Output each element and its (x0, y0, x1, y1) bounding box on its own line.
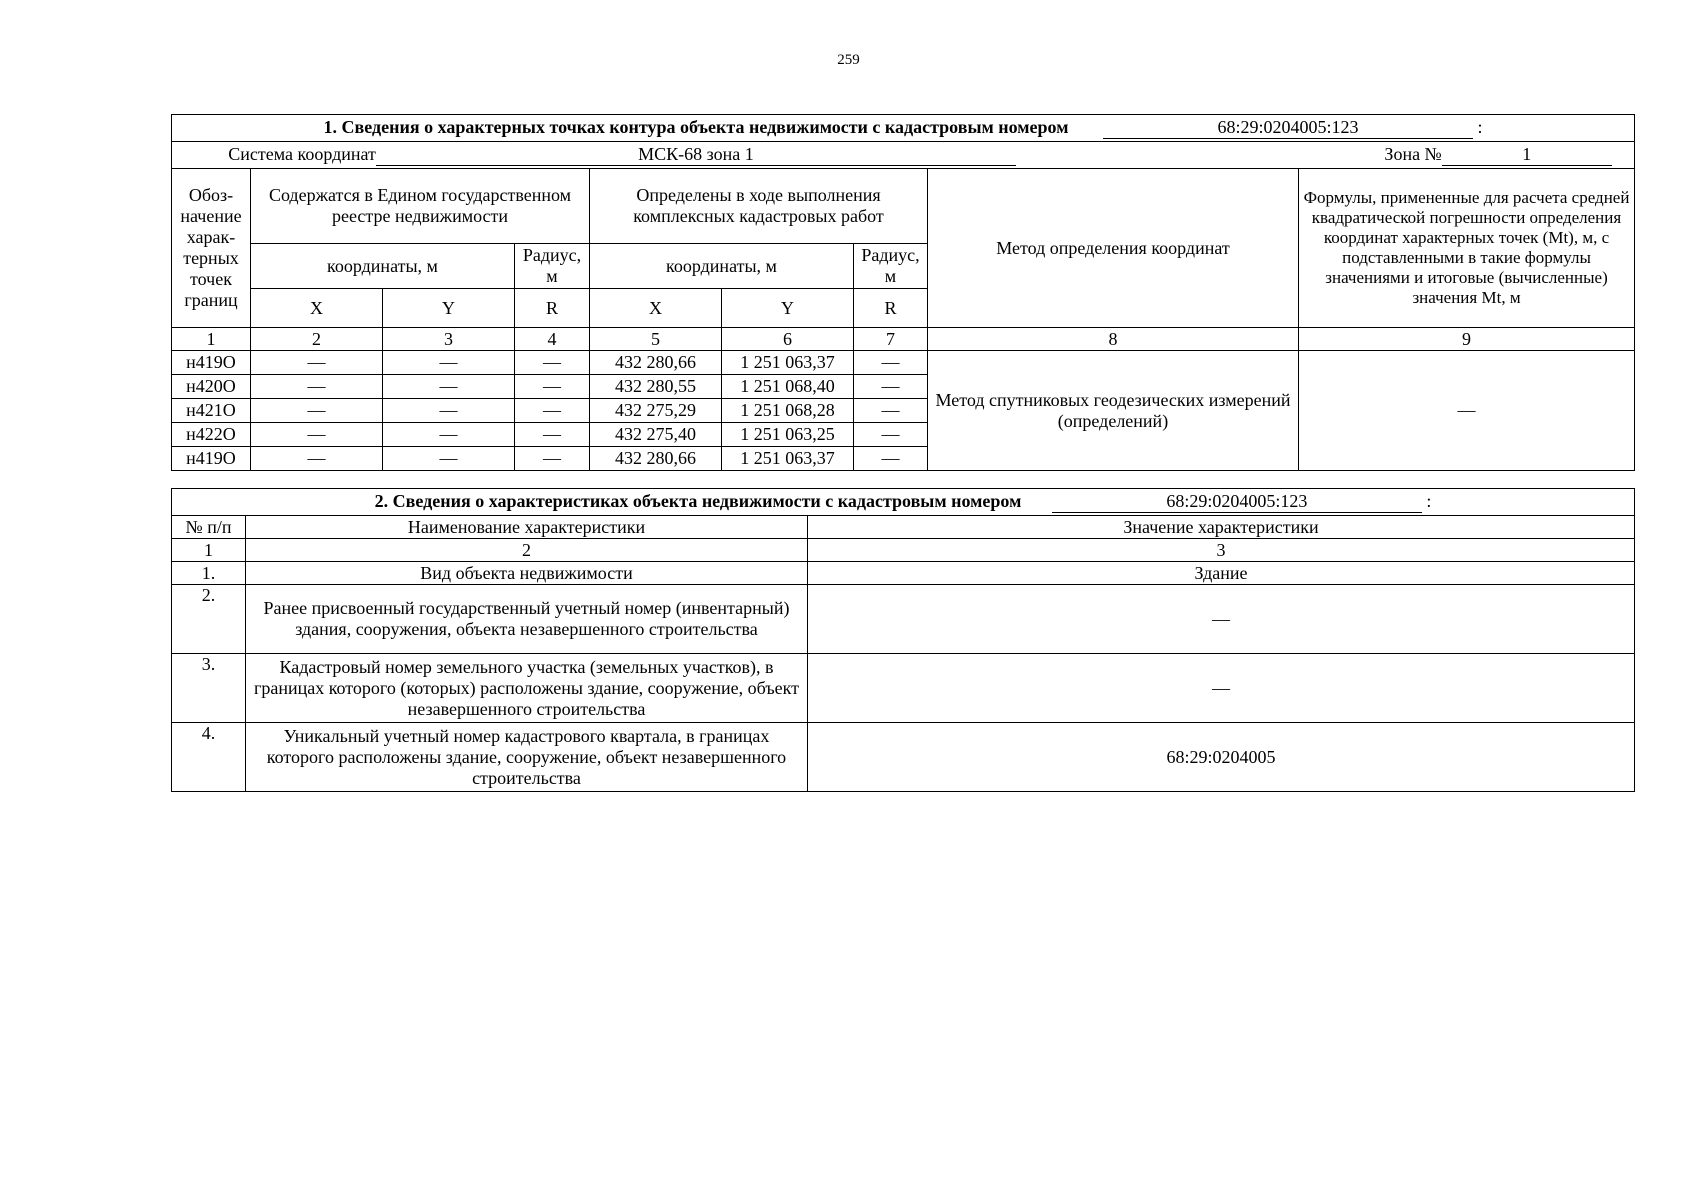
egrn-x: — (251, 423, 383, 447)
table-row (172, 654, 1635, 723)
header-formulas: Формулы, примененные для расчета средней квадратической погрешности определения координат характерных точек (Mt), м, с подставленными в такие формулы значениями и итоговые (вычисленные) значения Mt, м (1299, 169, 1635, 328)
egrn-r: — (515, 447, 590, 471)
col-number: 2 (246, 539, 808, 562)
header-works-y: Y (722, 289, 854, 328)
coord-x: 432 275,40 (590, 423, 722, 447)
egrn-x: — (251, 447, 383, 471)
header-works-coords: координаты, м (590, 244, 854, 289)
boundary-points-table (171, 114, 1635, 471)
radius: — (854, 423, 928, 447)
radius: — (854, 447, 928, 471)
egrn-r: — (515, 375, 590, 399)
header-works-r: R (854, 289, 928, 328)
table-row (172, 723, 1635, 792)
col-number: 2 (251, 328, 383, 351)
formula-value: — (1299, 351, 1635, 471)
table-row (172, 351, 1635, 375)
header-egrn-group: Содержатся в Едином государственном реестре недвижимости (251, 169, 590, 244)
point-designation: н422О (172, 423, 251, 447)
header-egrn-r: R (515, 289, 590, 328)
col-number: 3 (808, 539, 1635, 562)
characteristic-name: Уникальный учетный номер кадастрового квартала, в границах которого расположены здание, сооружение, объект незавершенного строительства (246, 723, 808, 792)
col-number: 6 (722, 328, 854, 351)
col-number: 1 (172, 328, 251, 351)
header-designation: Обоз-начение харак-терных точек границ (172, 169, 251, 328)
page-number: 259 (837, 52, 860, 68)
col-number: 4 (515, 328, 590, 351)
coord-y: 1 251 068,40 (722, 375, 854, 399)
coord-x: 432 280,55 (590, 375, 722, 399)
egrn-x: — (251, 399, 383, 423)
section1-title: 1. Сведения о характерных точках контура объекта недвижимости с кадастровым номером (323, 117, 1069, 137)
characteristic-value: Здание (808, 562, 1635, 585)
header-egrn-radius: Радиус, м (515, 244, 590, 289)
characteristics-table (171, 488, 1635, 792)
col-number: 8 (928, 328, 1299, 351)
coord-x: 432 280,66 (590, 351, 722, 375)
egrn-x: — (251, 351, 383, 375)
coord-system-value: МСК-68 зона 1 (376, 144, 1016, 166)
radius: — (854, 399, 928, 423)
egrn-r: — (515, 423, 590, 447)
egrn-r: — (515, 351, 590, 375)
section2-title-row (172, 489, 1635, 516)
col-number: 5 (590, 328, 722, 351)
method-value: Метод спутниковых геодезических измерений (определений) (928, 351, 1299, 471)
table-row (172, 585, 1635, 654)
header-num: № п/п (172, 516, 246, 539)
egrn-y: — (383, 399, 515, 423)
coord-x: 432 280,66 (590, 447, 722, 471)
characteristic-value: — (808, 585, 1635, 654)
egrn-y: — (383, 447, 515, 471)
egrn-y: — (383, 375, 515, 399)
zone-label: Зона № (1384, 144, 1442, 164)
egrn-x: — (251, 375, 383, 399)
header-works-x: X (590, 289, 722, 328)
egrn-y: — (383, 423, 515, 447)
coord-y: 1 251 063,37 (722, 351, 854, 375)
header-egrn-coords: координаты, м (251, 244, 515, 289)
header-egrn-x: X (251, 289, 383, 328)
coord-y: 1 251 068,28 (722, 399, 854, 423)
header-egrn-y: Y (383, 289, 515, 328)
section2-cadastral-number: 68:29:0204005:123 (1052, 491, 1422, 513)
coord-system-row (172, 142, 1635, 169)
col-number: 1 (172, 539, 246, 562)
characteristic-value: — (808, 654, 1635, 723)
table-row (172, 562, 1635, 585)
characteristic-name: Ранее присвоенный государственный учетный номер (инвентарный) здания, сооружения, объекта незавершенного строительства (246, 585, 808, 654)
point-designation: н420О (172, 375, 251, 399)
row-num: 4. (172, 723, 246, 792)
section2-title: 2. Сведения о характеристиках объекта недвижимости с кадастровым номером (374, 491, 1022, 511)
section1-cadastral-number: 68:29:0204005:123 (1103, 117, 1473, 139)
col-number: 7 (854, 328, 928, 351)
radius: — (854, 375, 928, 399)
coord-system-label: Система координат (228, 144, 376, 164)
section2-colon: : (1426, 491, 1432, 511)
point-designation: н421О (172, 399, 251, 423)
characteristic-name: Вид объекта недвижимости (246, 562, 808, 585)
header-name: Наименование характеристики (246, 516, 808, 539)
header-works-radius: Радиус, м (854, 244, 928, 289)
coord-y: 1 251 063,25 (722, 423, 854, 447)
header-value: Значение характеристики (808, 516, 1635, 539)
header-cadastral-works-group: Определены в ходе выполнения комплексных кадастровых работ (590, 169, 928, 244)
characteristic-name: Кадастровый номер земельного участка (земельных участков), в границах которого (которых) расположены здание, сооружение, объект незавершенного строительства (246, 654, 808, 723)
header-method: Метод определения координат (928, 169, 1299, 328)
egrn-r: — (515, 399, 590, 423)
radius: — (854, 351, 928, 375)
row-num: 1. (172, 562, 246, 585)
col-number: 3 (383, 328, 515, 351)
coord-y: 1 251 063,37 (722, 447, 854, 471)
row-num: 2. (172, 585, 246, 654)
row-num: 3. (172, 654, 246, 723)
point-designation: н419О (172, 351, 251, 375)
section1-title-row (172, 115, 1635, 142)
characteristic-value: 68:29:0204005 (808, 723, 1635, 792)
egrn-y: — (383, 351, 515, 375)
section1-colon: : (1477, 117, 1483, 137)
point-designation: н419О (172, 447, 251, 471)
col-number: 9 (1299, 328, 1635, 351)
coord-x: 432 275,29 (590, 399, 722, 423)
zone-value: 1 (1442, 144, 1612, 166)
